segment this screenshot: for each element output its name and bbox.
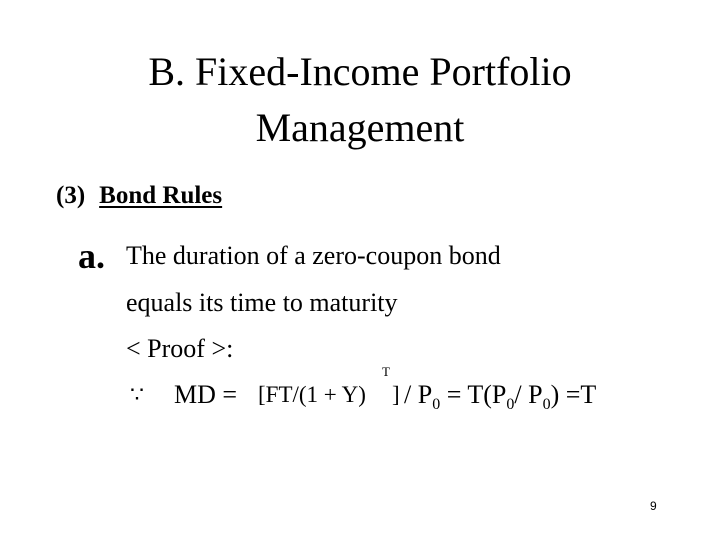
slide-title-line-2: Management	[255, 105, 465, 150]
formula-rhs	[404, 380, 596, 414]
formula-rhs-part-2: = T(P	[446, 380, 507, 409]
formula-rhs-part-3: / P	[514, 380, 543, 409]
proof-label: < Proof >:	[126, 334, 234, 363]
section-heading	[56, 182, 222, 210]
page-number: 9	[650, 499, 657, 513]
duration-formula	[126, 360, 686, 420]
formula-image-main: [FT/(1 + Y)	[258, 382, 366, 407]
item-text-line-2: equals its time to maturity	[126, 288, 398, 317]
slide-title-line-1: B. Fixed-Income Portfolio	[148, 49, 572, 94]
section-number: (3)	[56, 182, 86, 209]
item-marker: a.	[78, 236, 105, 276]
subscript-zero: 0	[542, 396, 551, 413]
formula-rhs-part-4: ) =T	[550, 380, 597, 409]
formula-image-superscript: T	[382, 364, 390, 379]
formula-rhs-part-1: / P	[404, 380, 433, 409]
item-text-line-1: The duration of a zero-coupon bond	[126, 241, 501, 270]
section-heading-text: Bond Rules	[99, 182, 223, 209]
because-symbol: ∵	[130, 382, 144, 407]
subscript-zero: 0	[506, 396, 515, 413]
formula-image	[258, 360, 406, 410]
formula-image-bracket: ]	[392, 382, 400, 407]
formula-lhs: MD =	[174, 380, 238, 409]
subscript-zero: 0	[432, 396, 441, 413]
